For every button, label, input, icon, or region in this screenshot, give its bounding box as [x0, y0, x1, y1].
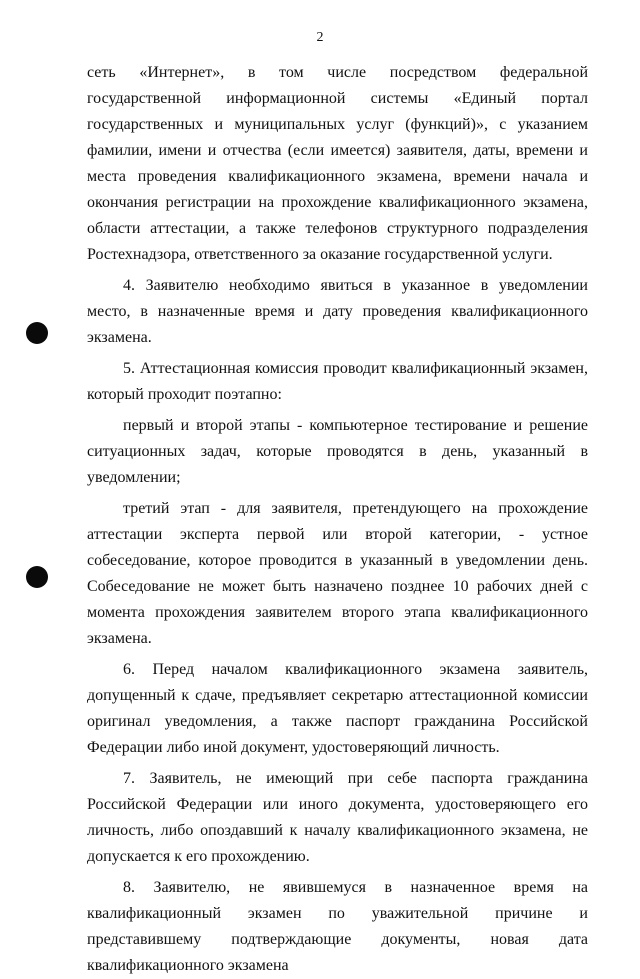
punch-hole-mark: [26, 566, 48, 588]
document-body: [87, 60, 588, 979]
paragraph: первый и второй этапы - компьютерное тестирование и решение ситуационных задач, которые проводятся в день, указанный в уведомлении;: [87, 417, 588, 486]
paragraph: 5. Аттестационная комиссия проводит квалификационный экзамен, который проходит поэтапно:: [87, 360, 588, 403]
paragraph: 6. Перед началом квалификационного экзамена заявитель, допущенный к сдаче, предъявляет секретарю аттестационной комиссии оригинал уведомления, а также паспорт гражданина Российской Федерации либо иной документ, удостоверяющий личность.: [87, 661, 588, 756]
paragraph: сеть «Интернет», в том числе посредством федеральной государственной информационной системы «Единый портал государственных и муниципальных услуг (функций)», с указанием фамилии, имени и отчества (если имеется) заявителя, даты, времени и места проведения квалификационного экзамена, времени начала и окончания регистрации на прохождение квалификационного экзамена, области аттестации, а также телефонов структурного подразделения Ростехнадзора, ответственного за оказание государственной услуги.: [87, 64, 588, 263]
paragraph: 4. Заявителю необходимо явиться в указанное в уведомлении место, в назначенные время и дату проведения квалификационного экзамена.: [87, 277, 588, 346]
page-number: 2: [316, 30, 324, 45]
paragraph: третий этап - для заявителя, претендующего на прохождение аттестации эксперта первой или второй категории, - устное собеседование, которое проводится в указанный в уведомлении день. Собеседование не может быть назначено позднее 10 рабочих дней с момента прохождения заявителем второго этапа квалификационного экзамена.: [87, 500, 588, 647]
paragraph: 7. Заявитель, не имеющий при себе паспорта гражданина Российской Федерации или иного документа, удостоверяющего его личность, либо опоздавший к началу квалификационного экзамена, не допускается к его прохождению.: [87, 770, 588, 865]
paragraph: 8. Заявителю, не явившемуся в назначенное время на квалификационный экзамен по уважительной причине и представившему подтверждающие документы, новая дата квалификационного экзамена: [87, 879, 588, 974]
punch-hole-mark: [26, 322, 48, 344]
